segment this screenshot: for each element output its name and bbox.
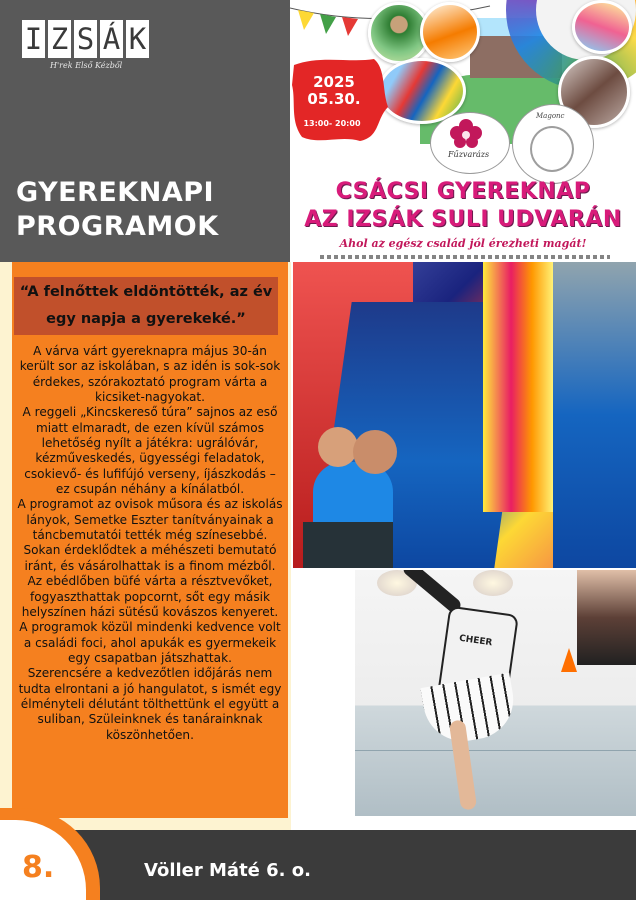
poster-cut-text-strip bbox=[320, 255, 610, 259]
logo-letter: I bbox=[22, 20, 45, 58]
page-number: 8. bbox=[22, 850, 55, 885]
poster-subline: Ahol az egész család jól érezheti magát! bbox=[339, 237, 587, 250]
article-author: Völler Máté 6. o. bbox=[144, 860, 311, 881]
pull-quote bbox=[14, 279, 278, 333]
spectators bbox=[577, 570, 636, 665]
logo-subtitle: H'rek Első Kézből bbox=[50, 61, 123, 70]
cheerleader-skirt bbox=[420, 673, 519, 748]
article-paragraph: A programot az ovisok műsora és az iskolás lányok, Semetke Eszter tanítványainak a táncbemutatói tették még színesebbé. Sokan érdeklődtek a méhészeti bemutató iránt, és vásárolhattak is a finom mézből. bbox=[17, 497, 283, 573]
izsak-logo bbox=[22, 20, 149, 58]
floor-line bbox=[355, 750, 636, 751]
masthead-panel bbox=[0, 0, 290, 262]
pull-quote-line2: egy napja a gyerekeké.” bbox=[46, 311, 246, 327]
section-title-line2: PROGRAMOK bbox=[16, 211, 219, 242]
child-legs bbox=[303, 522, 393, 568]
event-time: 13:00- 20:00 bbox=[303, 119, 361, 128]
section-title bbox=[16, 176, 219, 244]
cheerleader-photo bbox=[355, 570, 636, 816]
child-head bbox=[353, 430, 397, 474]
photo-circle-popcorn bbox=[420, 2, 480, 62]
magonc-logo-text: Magonc bbox=[536, 112, 565, 120]
event-poster bbox=[290, 0, 636, 262]
logo-letter: Z bbox=[48, 20, 71, 58]
poster-headline bbox=[290, 178, 636, 234]
article-paragraph: Szerencsére a kedvezőtlen időjárás nem tudta elrontani a jó hangulatot, s ismét egy élményteli délutánt tölthettünk el együtt a suliban, Szüleinknek és tanárainknak köszönhetően. bbox=[18, 666, 282, 742]
article-paragraph: Az ebédlőben büfé várta a résztvevőket, fogyaszthattak popcornt, sőt egy másik helyszínen házi sütésű kovászos kenyeret. bbox=[21, 574, 279, 619]
photo-circle-crafts bbox=[572, 0, 632, 54]
flower-icon bbox=[446, 117, 486, 149]
article-paragraph: A várva várt gyereknapra május 30-án került sor az iskolában, s az idén is sok-sok érdekes, szórakoztató program várta a kicsiket-nagyokat. bbox=[19, 344, 281, 405]
magonc-logo-emblem bbox=[530, 126, 574, 172]
poster-headline-line2: AZ IZSÁK SULI UDVARÁN bbox=[304, 207, 622, 232]
balloon-pillar bbox=[483, 262, 553, 512]
pull-quote-line1: “A felnőttek eldöntötték, az év bbox=[19, 284, 273, 300]
fuzvarazs-logo-text: Fűzvarázs bbox=[448, 150, 490, 159]
poster-headline-line1: CSÁCSI GYEREKNAP bbox=[335, 179, 591, 204]
article-paragraph: A reggeli „Kincskereső túra” sajnos az eső miatt elmaradt, de ezen kívül számos lehetőség nyílt a játékra: ugrálóvár, kézműveskedés, ügyességi feladatok, csokievő- és lufifújó verseny, íjászkodás – ez csupán néhány a kínálatból. bbox=[22, 405, 278, 497]
logo-letter: S bbox=[74, 20, 97, 58]
traffic-cone-icon bbox=[561, 648, 577, 672]
event-date: 2025 05.30. bbox=[307, 73, 361, 108]
logo-letter: K bbox=[126, 20, 149, 58]
child-head bbox=[318, 427, 358, 467]
jersey-text: CHEER bbox=[458, 633, 493, 649]
logo-letter: Á bbox=[100, 20, 123, 58]
article-paragraph: A programok közül mindenki kedvence volt a családi foci, ahol apukák es gyermekeik egy csapatban játszhattak. bbox=[19, 620, 281, 665]
photo-margin bbox=[293, 570, 355, 816]
bouncy-slide-photo bbox=[293, 262, 636, 568]
article-body bbox=[16, 344, 284, 743]
section-title-line1: GYEREKNAPI bbox=[16, 177, 215, 208]
pompom-icon bbox=[473, 570, 513, 596]
slide-right-wall bbox=[553, 262, 636, 568]
